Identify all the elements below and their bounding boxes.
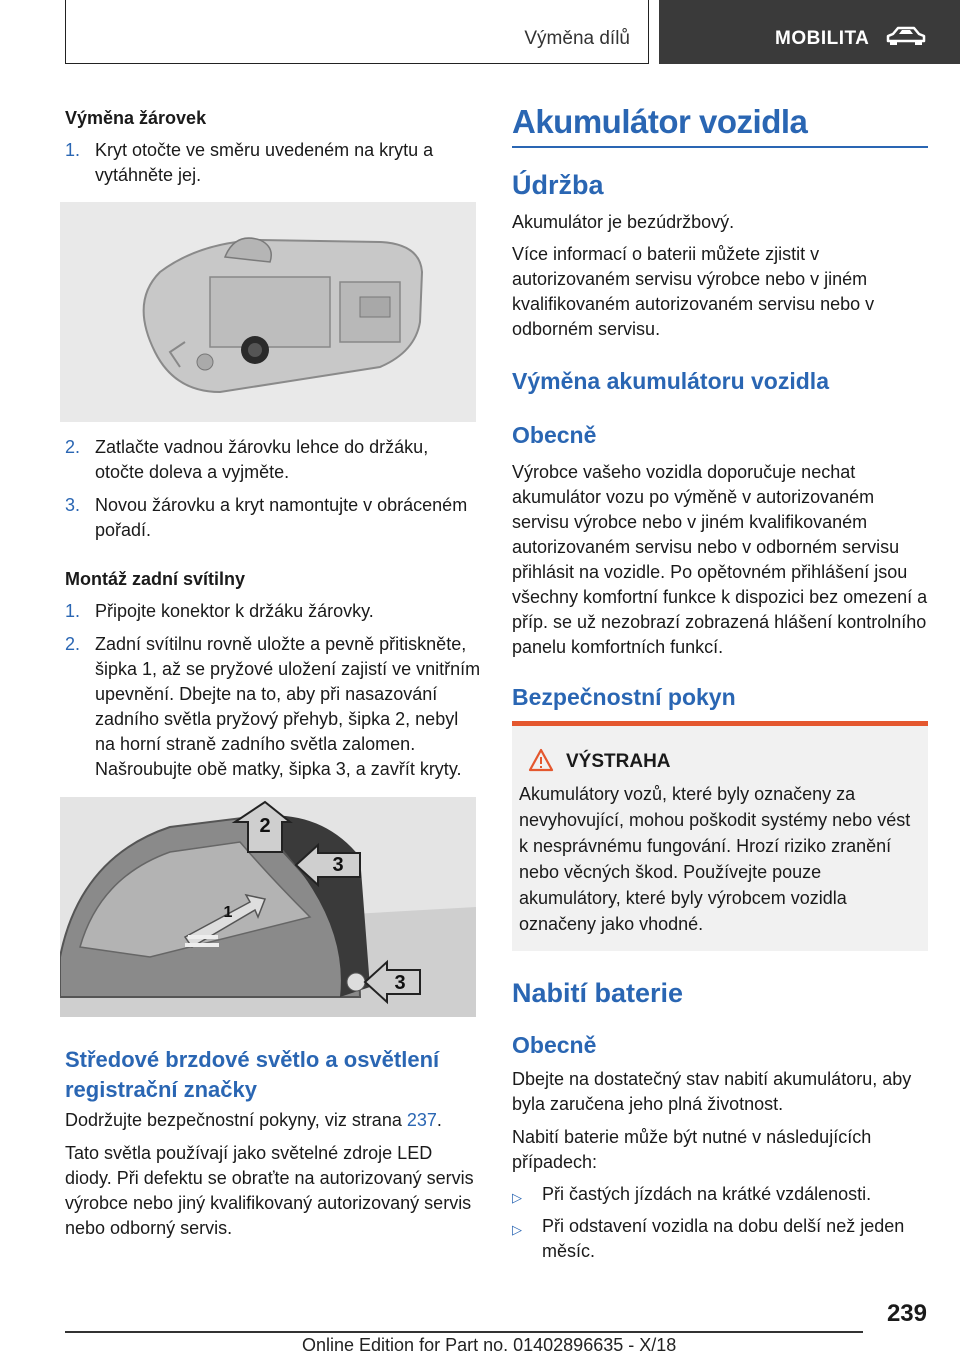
arrow-label-2: 2 [259,815,271,837]
step-number: 2. [65,634,81,654]
step-number: 1. [65,601,81,621]
general-heading: Obecně [512,422,597,448]
warning-triangle-icon [528,748,554,777]
bullet-text: Při častých jízdách na krátké vzdálenosti. [542,1184,872,1204]
charge-heading: Nabití baterie [512,978,684,1008]
step-text: Připojte konektor k držáku žárovky. [95,601,374,621]
bullet-text: Při odstavení vozidla na dobu delší než jeden měsíc. [542,1216,905,1261]
brake-safety-paragraph [65,1108,481,1133]
maintenance-heading: Údržba [512,170,604,200]
footer-edition: Online Edition for Part no. 01402896635 - X/18 [302,1335,677,1355]
charge-general-heading: Obecně [512,1032,597,1058]
maintenance-text-2: Více informací o baterii můžete zjistit v autorizovaném servisu výrobce nebo v jiném kvalifikovaném autorizovaném servisu nebo v odborném servisu. [512,244,875,339]
warning-text: Akumulátory vozů, které byly označeny za nevyhovující, mohou poškodit systémy nebo vést k nesprávnému fungování. Hrozí riziko zranění nebo věcných škod. Používejte pouze akumulátory, které byly výrobcem vozidla označeny jako vhodné. [519,784,911,934]
brake-light-heading: Středové brzdové světlo a osvětlení registrační značky [65,1047,440,1102]
maintenance-text-1: Akumulátor je bezúdržbový. [512,212,735,232]
mount-heading: Montáž zadní svítilny [65,569,246,589]
arrow-label-3b: 3 [394,972,406,994]
triangle-bullet-icon: ▷ [512,1190,522,1205]
bulb-heading: Výměna žárovek [65,108,207,128]
step-text: Kryt otočte ve směru uvedeném na krytu a vytáhněte jej. [95,140,434,185]
triangle-bullet-icon: ▷ [512,1222,522,1237]
step-number: 2. [65,437,81,457]
arrow-label-3a: 3 [332,854,344,876]
step-text: Zatlačte vadnou žárovku lehce do držáku, otočte doleva a vyjměte. [95,437,429,482]
page-number: 239 [886,1300,927,1327]
charge-paragraph-1: Dbejte na dostatečný stav nabití akumulátoru, aby byla zaručena jeho plná životnost. [512,1069,912,1114]
brake-led-paragraph: Tato světla používají jako světelné zdroje LED diody. Při defektu se obraťte na autorizovaný servis výrobce nebo jiný kvalifikovaný autorizovaný servis nebo odborný servis. [65,1143,474,1238]
header-tab-label: MOBILITA [775,28,870,49]
title-rule [512,146,928,148]
header-section-title: Výměna dílů [524,28,630,49]
page-237-link[interactable]: 237 [406,1110,437,1130]
general-paragraph: Výrobce vašeho vozidla doporučuje nechat akumulátor vozu po výměně v autorizovaném servisu výrobce nebo v jiném kvalifikovaném autorizovaném servisu nebo v odborném servisu přihlásit na vozidle. Po opětovném přihlášení jsou všechny komfortní funkce k dispozici bez omezení a příp. se už nezobrazí zobrazená hlášení kontrolního panelu komfortních funkcí. [512,462,928,657]
tail-light-housing-figure [60,202,476,422]
step-number: 3. [65,495,81,515]
tail-light-mounting-figure [60,797,476,1017]
brake-safety-text: Dodržujte bezpečnostní pokyny, viz strana [65,1110,407,1130]
header-tab[interactable] [659,0,960,64]
step-text: Zadní svítilnu rovně uložte a pevně přitiskněte, šipka 1, až se pryžové uložení zajistí ve vnitřním upevnění. Dbejte na to, aby při nasazování zadního světla pryžový přehyb, šipka 2, nebyl na horní straně zadního světla zalomen. Našroubujte obě matky, šipka 3, a zavřít kryty. [95,634,481,779]
step-text: Novou žárovku a kryt namontujte v obráceném pořadí. [95,495,468,540]
brake-safety-text-end: . [436,1110,442,1130]
warning-box [512,721,928,951]
warning-title: VÝSTRAHA [566,751,671,772]
replace-heading: Výměna akumulátoru vozidla [512,368,829,394]
safety-heading: Bezpečnostní pokyn [512,684,736,710]
charge-paragraph-2: Nabití baterie může být nutné v následujících případech: [512,1127,872,1172]
car-icon [885,25,927,52]
footer-rule [65,1331,863,1333]
step-number: 1. [65,140,81,160]
battery-title: Akumulátor vozidla [512,103,808,140]
arrow-label-1: 1 [223,904,233,921]
